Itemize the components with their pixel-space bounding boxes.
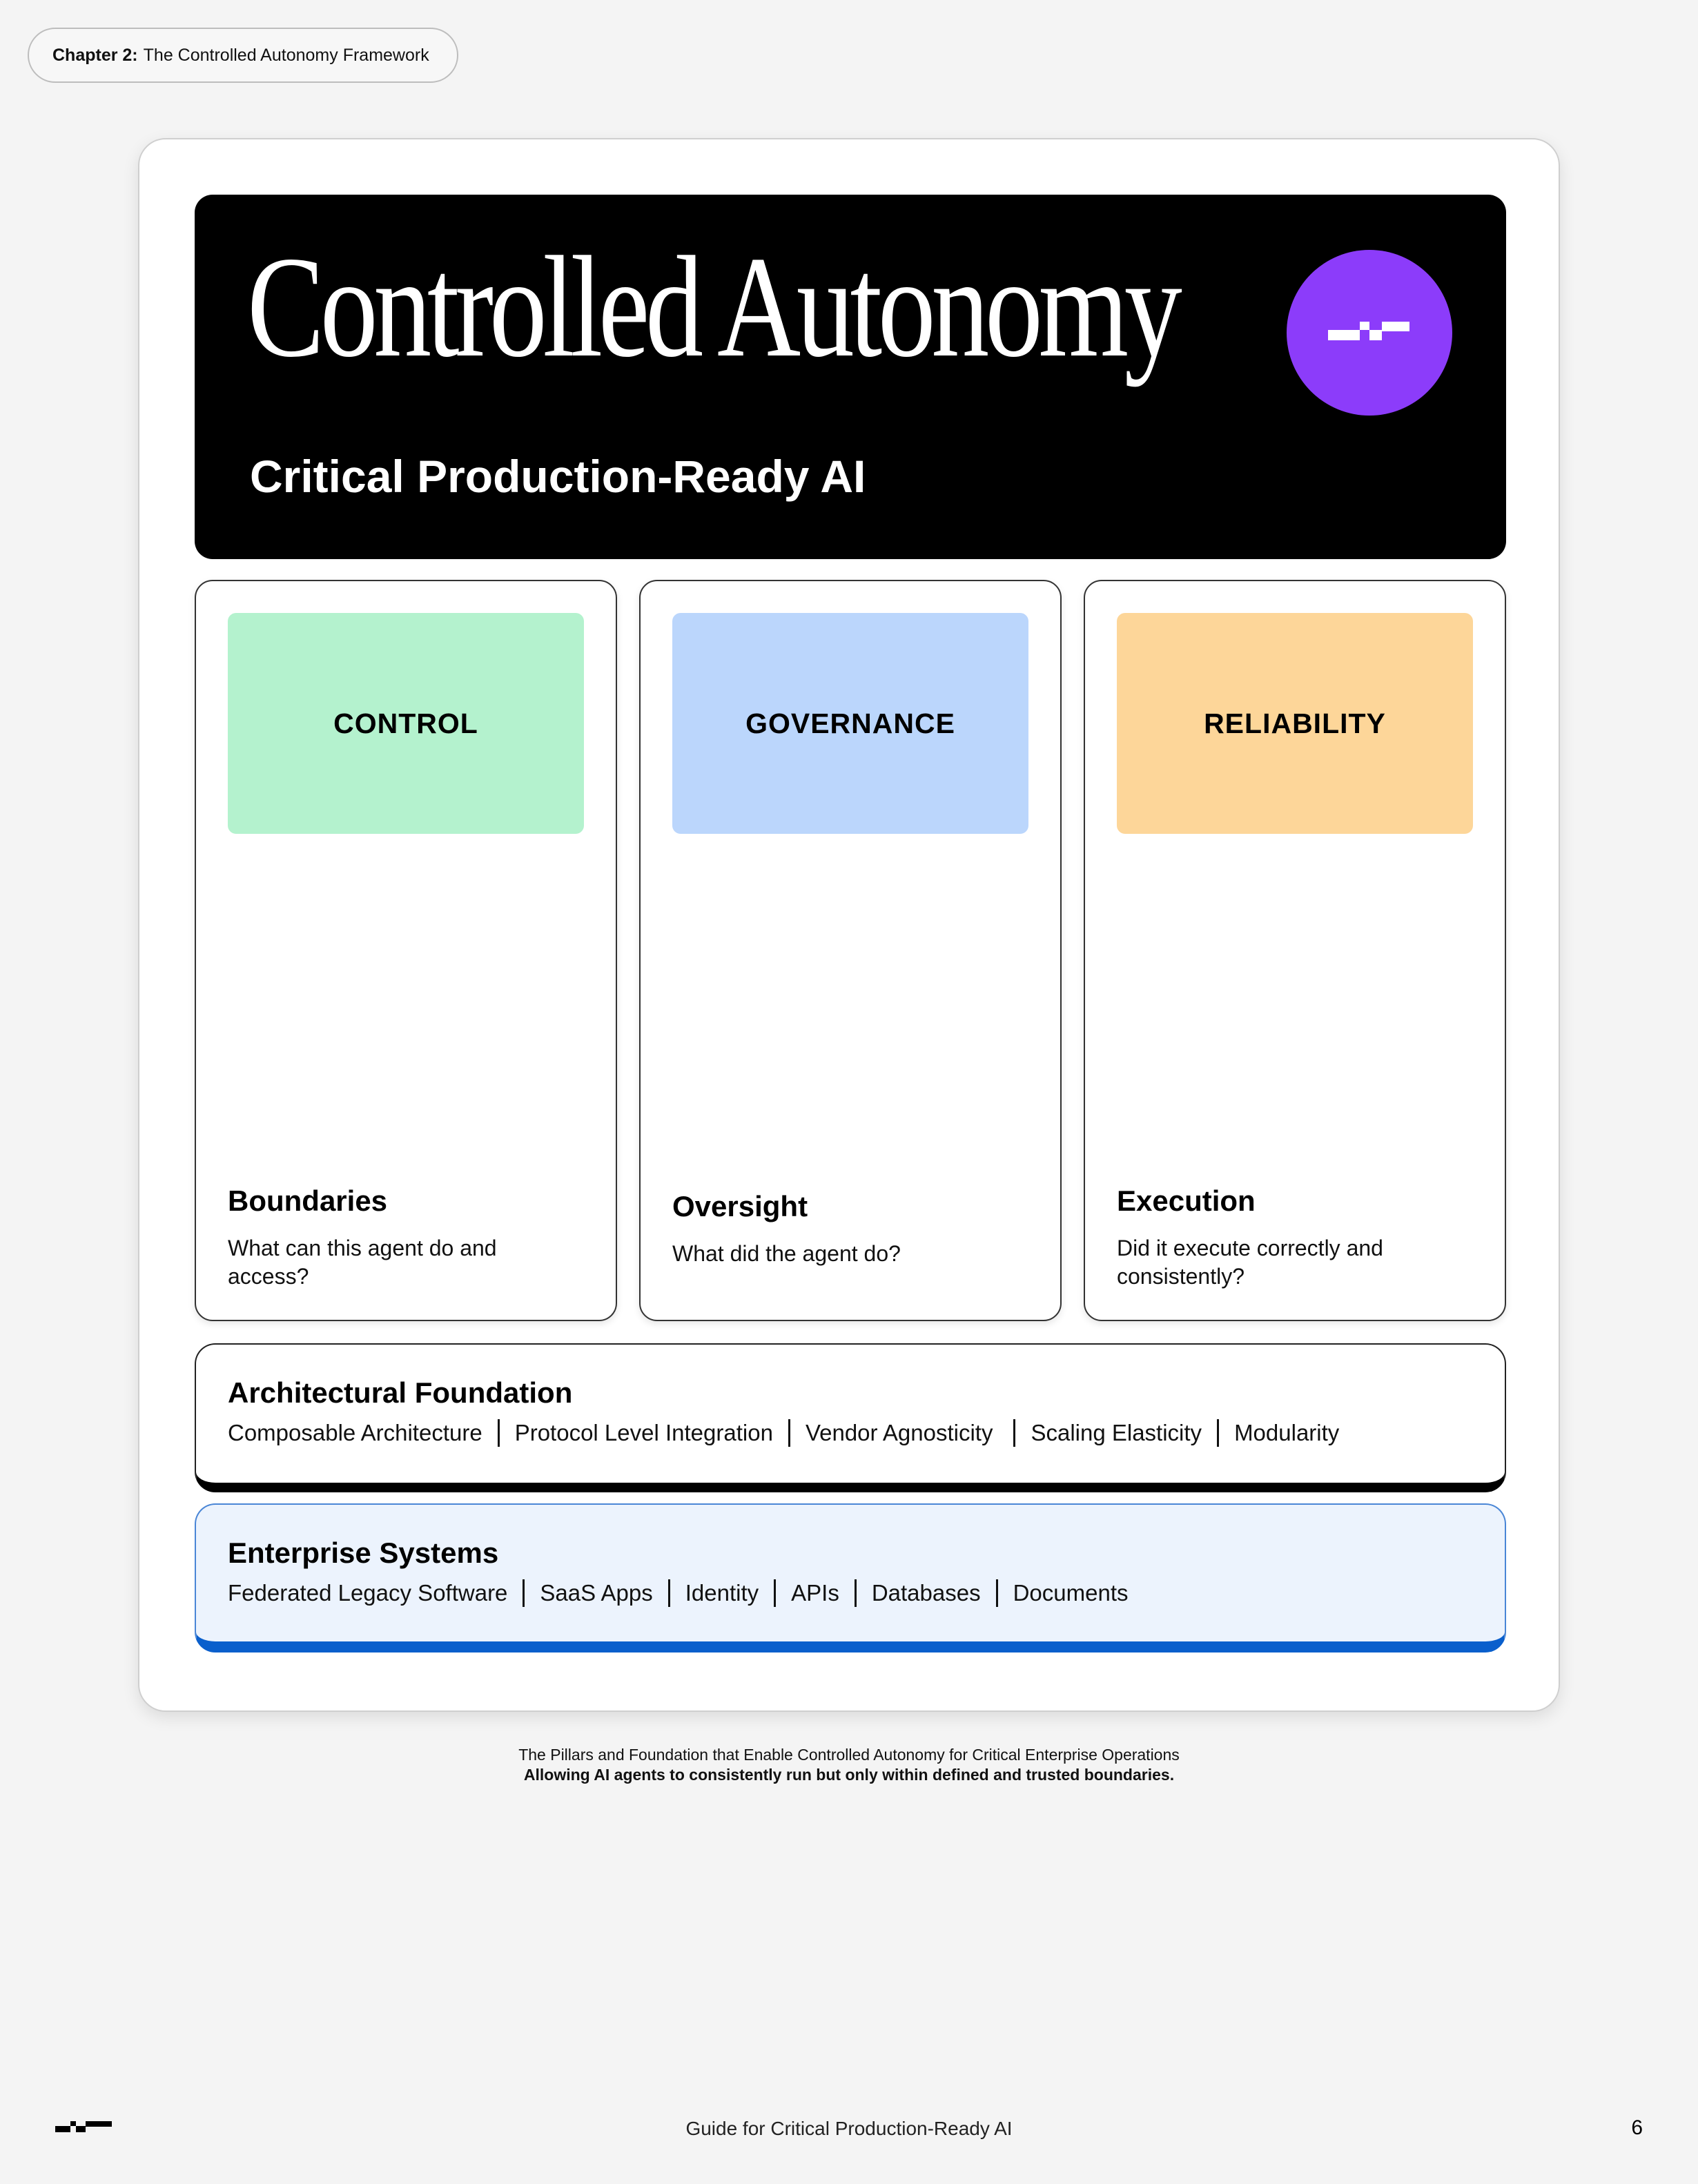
- chapter-label: Chapter 2:: [52, 45, 138, 65]
- enterprise-item: Databases: [871, 1580, 981, 1606]
- divider: [1217, 1419, 1219, 1447]
- divider: [1013, 1419, 1015, 1447]
- foundation-title: Architectural Foundation: [228, 1376, 573, 1409]
- chapter-pill: [28, 28, 458, 83]
- foundation-item: Composable Architecture: [228, 1420, 482, 1445]
- enterprise-title: Enterprise Systems: [228, 1537, 499, 1569]
- divider: [855, 1579, 857, 1607]
- framework-card: [138, 138, 1560, 1712]
- foundation-items: [228, 1419, 1339, 1447]
- enterprise-item: Identity: [685, 1580, 759, 1606]
- pillar-heading-oversight: Oversight: [672, 1190, 808, 1222]
- pillar-control: [195, 580, 617, 1321]
- enterprise-items: [228, 1579, 1129, 1607]
- divider: [996, 1579, 998, 1607]
- divider: [774, 1579, 776, 1607]
- hero-subtitle: Critical Production-Ready AI: [250, 451, 866, 502]
- brand-mark-icon: [1287, 250, 1452, 416]
- pillar-tile-reliability: RELIABILITY: [1117, 613, 1473, 834]
- pillar-heading-boundaries: Boundaries: [228, 1184, 388, 1217]
- enterprise-item: APIs: [791, 1580, 839, 1606]
- divider: [498, 1419, 500, 1447]
- divider: [788, 1419, 790, 1447]
- foundation-item: Scaling Elasticity: [1031, 1420, 1202, 1445]
- pillar-heading-execution: Execution: [1117, 1184, 1256, 1217]
- pillar-question-execution: Did it execute correctly and consistently?: [1117, 1236, 1383, 1289]
- divider: [523, 1579, 525, 1607]
- foundation-item: Vendor Agnosticity: [805, 1420, 993, 1445]
- pillar-question-oversight: What did the agent do?: [672, 1241, 901, 1266]
- pillar-governance: [639, 580, 1062, 1321]
- divider: [668, 1579, 670, 1607]
- enterprise-systems-band: [195, 1503, 1506, 1652]
- caption-line-1: The Pillars and Foundation that Enable Controlled Autonomy for Critical Enterprise Operations: [518, 1746, 1180, 1764]
- caption-line-2: Allowing AI agents to consistently run but only within defined and trusted boundaries.: [523, 1766, 1175, 1784]
- hero-banner: [195, 195, 1506, 559]
- foundation-item: Protocol Level Integration: [514, 1420, 773, 1445]
- foundation-item: Modularity: [1234, 1420, 1340, 1445]
- page-number: 6: [1631, 2116, 1643, 2139]
- footer-title: Guide for Critical Production-Ready AI: [685, 2118, 1013, 2139]
- pillar-tile-control: CONTROL: [228, 613, 584, 834]
- pillar-tile-governance: GOVERNANCE: [672, 613, 1028, 834]
- pillar-reliability: [1084, 580, 1506, 1321]
- chapter-title: The Controlled Autonomy Framework: [143, 45, 429, 65]
- architectural-foundation-band: [195, 1343, 1506, 1492]
- enterprise-item: SaaS Apps: [540, 1580, 653, 1606]
- enterprise-item: Federated Legacy Software: [228, 1580, 508, 1606]
- pillar-question-boundaries: What can this agent do and access?: [228, 1236, 497, 1289]
- enterprise-item: Documents: [1013, 1580, 1129, 1606]
- figure-caption: [0, 1745, 1698, 1785]
- hero-title: Controlled Autonomy: [247, 227, 1178, 387]
